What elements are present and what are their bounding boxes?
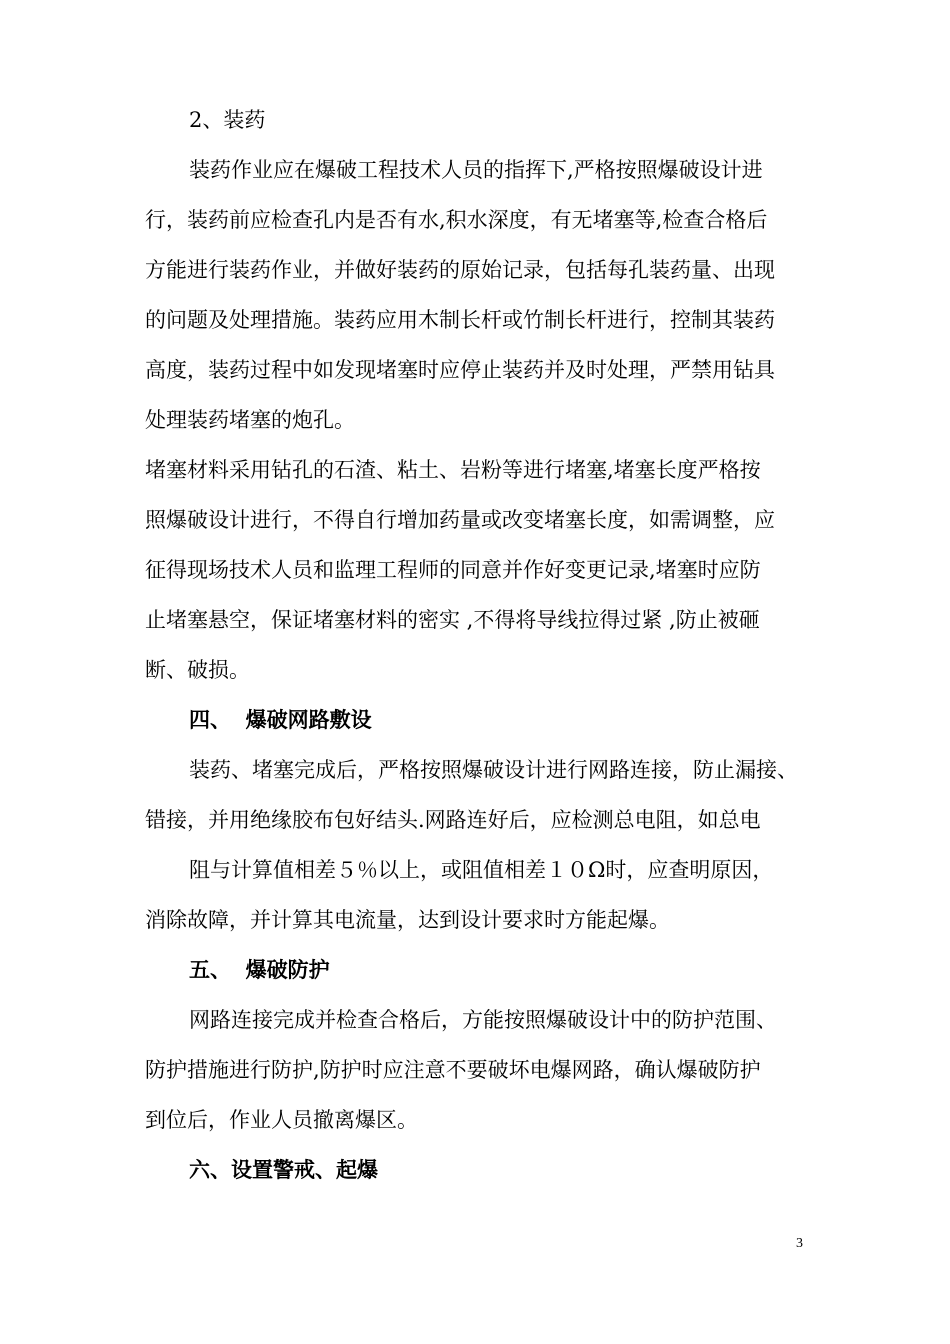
paragraph-line: 消除故障，并计算其电流量，达到设计要求时方能起爆。: [145, 908, 670, 932]
paragraph-line: 断、破损。: [145, 658, 250, 682]
paragraph-line: 防护措施进行防护,防护时应注意不要破坏电爆网路，确认爆破防护: [145, 1058, 761, 1082]
section-heading-charging: 2、装药: [189, 108, 266, 132]
paragraph-line: 行，装药前应检查孔内是否有水,积水深度，有无堵塞等,检查合格后: [145, 208, 768, 232]
paragraph-line: 的问题及处理措施。装药应用木制长杆或竹制长杆进行，控制其装药: [145, 308, 775, 332]
section-heading-network: 四、 爆破网路敷设: [189, 707, 372, 732]
paragraph-line: 装药作业应在爆破工程技术人员的指挥下,严格按照爆破设计进: [189, 158, 763, 182]
paragraph-line: 网路连接完成并检查合格后，方能按照爆破设计中的防护范围、: [189, 1008, 777, 1032]
section-heading-protection: 五、 爆破防护: [189, 957, 330, 982]
page-number: 3: [796, 1236, 803, 1251]
paragraph-line: 高度，装药过程中如发现堵塞时应停止装药并及时处理，严禁用钻具: [145, 358, 775, 382]
paragraph-line: 装药、堵塞完成后，严格按照爆破设计进行网路连接，防止漏接、: [189, 758, 798, 782]
paragraph-line: 阻与计算值相差５％以上，或阻值相差１０Ω时，应查明原因，: [189, 858, 774, 882]
paragraph-line: 错接，并用绝缘胶布包好结头.网路连好后，应检测总电阻，如总电: [145, 808, 761, 832]
paragraph-line: 征得现场技术人员和监理工程师的同意并作好变更记录,堵塞时应防: [145, 558, 761, 582]
section-heading-warning-detonation: 六、设置警戒、起爆: [189, 1157, 378, 1182]
paragraph-line: 止堵塞悬空，保证堵塞材料的密实 ,不得将导线拉得过紧 ,防止被砸: [145, 608, 760, 632]
paragraph-line: 到位后，作业人员撤离爆区。: [145, 1108, 418, 1132]
paragraph-line: 照爆破设计进行，不得自行增加药量或改变堵塞长度，如需调整，应: [145, 508, 775, 532]
paragraph-line: 方能进行装药作业，并做好装药的原始记录，包括每孔装药量、出现: [145, 258, 775, 282]
paragraph-line: 堵塞材料采用钻孔的石渣、粘土、岩粉等进行堵塞,堵塞长度严格按: [145, 458, 761, 482]
paragraph-line: 处理装药堵塞的炮孔。: [145, 408, 355, 432]
